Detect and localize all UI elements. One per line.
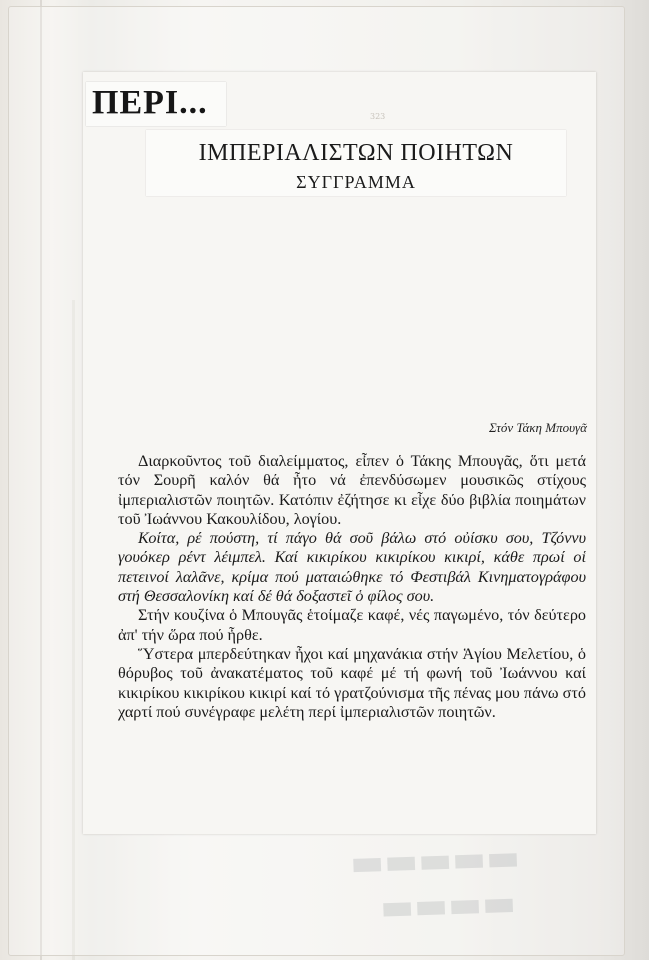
- bleed-through-shadow-2: ▬▬▬▬: [379, 882, 517, 929]
- paragraph: Κοίτα, ρέ πούστη, τί πάγο θά σοῦ βάλω στό οὐίσκυ σου, Τζόννυ γουόκερ ρέντ λέιμπελ. Καί κικιρίκου κικιρίκου κικιρί, κάθε πρωί οἱ πετεινοί λαλᾶνε, κρίμα πού ματαιώθηκε τό Φεστιβάλ Κινηματογράφου στή Θεσσαλονίκη καί δέ θά δοξαστεῖ ὁ φίλος σου.: [118, 529, 586, 606]
- article-body: [118, 452, 586, 722]
- paragraph: Διαρκοῦντος τοῦ διαλείμματος, εἶπεν ὁ Τάκης Μπουγᾶς, ὅτι μετά τόν Σουρῆ καλόν θά ἦτο νά ἐπενδύσωμεν μουσικῶς στίχους ἰμπεριαλιστῶν ποιητῶν. Κατόπιν ἐζήτησε κι εἶχε δύο βιβλία ποιημάτων τοῦ Ἰωάννου Κακουλίδου, λογίου.: [118, 452, 586, 528]
- page-title: ΙΜΠΕΡΙΑΛΙΣΤΩΝ ΠΟΙΗΤΩΝ: [198, 140, 514, 166]
- paragraph: Ὕστερα μπερδεύτηκαν ἦχοι καί μηχανάκια στήν Ἁγίου Μελετίου, ὁ θόρυβος τοῦ ἀνακατέματος τοῦ καφέ μέ τή φωνή τοῦ Ἰωάννου καί κικιρίκου κικιρίκου κικιρί καί τό γρατζούνισμα τῆς πένας μου πάνω στό χαρτί πού συνέγραφε μελέτη περί ἰμπεριαλιστῶν ποιητῶν.: [118, 644, 586, 721]
- peri-heading: ΠΕΡΙ...: [92, 84, 208, 121]
- page-number: 323: [370, 112, 386, 121]
- dedication: Στόν Τάκη Μπουγᾶ: [488, 420, 587, 435]
- bleed-through-shadow: ▬▬▬▬▬: [349, 837, 521, 884]
- paragraph: Στήν κουζίνα ὁ Μπουγᾶς ἑτοίμαζε καφέ, νές παγωμένο, τόν δεύτερο ἀπ' τήν ὥρα πού ἦρθε.: [118, 606, 586, 644]
- page-subtitle: ΣΥΓΓΡΑΜΜΑ: [296, 172, 416, 192]
